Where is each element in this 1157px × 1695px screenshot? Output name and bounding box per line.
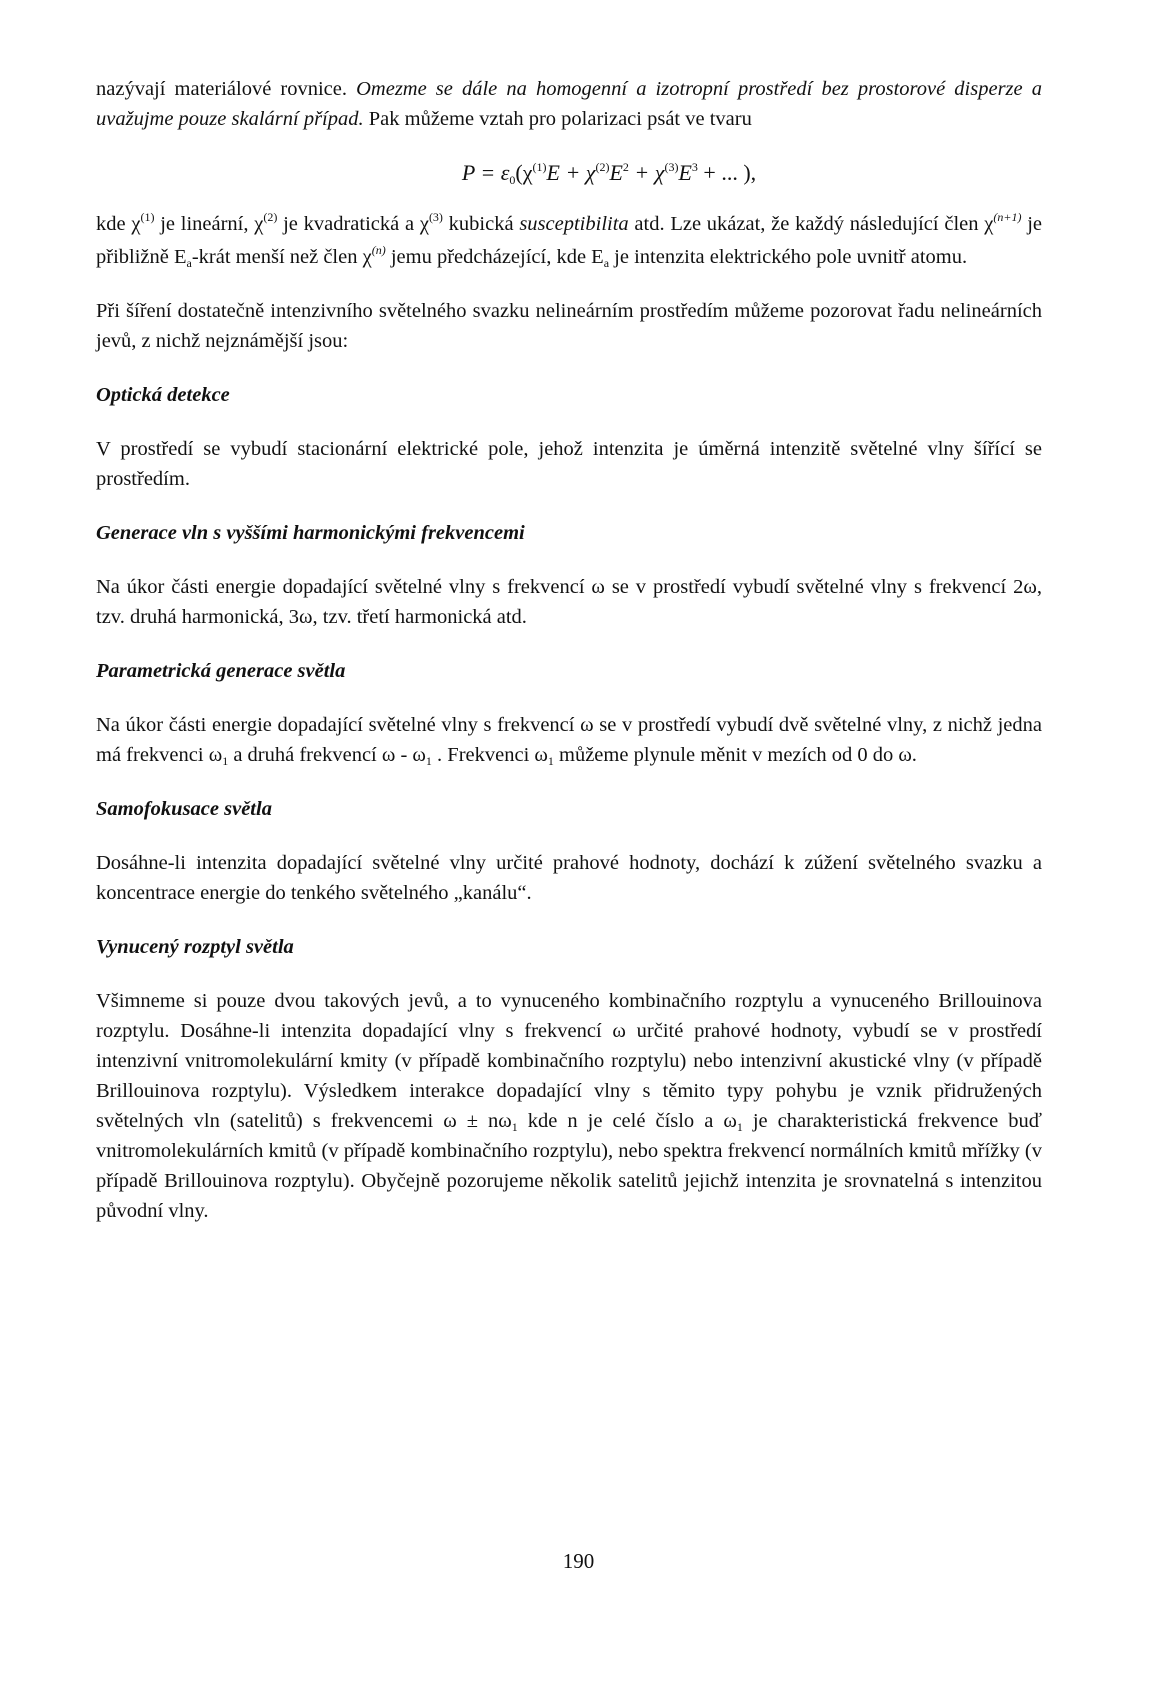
final-paragraph: Všimneme si pouze dvou takových jevů, a to vynuceného kombinačního rozptylu a vynuceného Brillouinova rozptylu. Dosáhne-li intenzita dopadající vlny s frekvencí ω určité prahové hodnoty, vybudí se v prostředí intenzivní vnitromolekulární kmity (v případě kombinačního rozptylu) nebo intenzivní akustické vlny (v případě Brillouinova rozptylu). Výsledkem interakce dopadající vlny s těmito typy pohybu je vznik přidružených světelných vln (satelitů) s frekvencemi $\omega \pm n\omega_1$ kde n je celé číslo a $\omega_1$ je charakteristická frekvence buď vnitromolekulárních kmitů (v případě kombinačního rozptylu), nebo spektra frekvencí normálních kmitů mřížky (v případě Brillouinova rozptylu). Obyčejně pozorujeme několik satelitů jejichž intenzita je srovnatelná s intenzitou původní vlny. [96, 990, 1042, 1222]
section-heading-optical-detection: Optická detekce [96, 384, 230, 406]
section-heading-stimulated-scattering: Vynucený rozptyl světla [96, 936, 294, 958]
section-text-harmonic-generation: Na úkor části energie dopadající světelné vlny s frekvencí ω se v prostředí vybudí světelné vlny s frekvencí 2ω, tzv. druhá harmonická, 3ω, tzv. třetí harmonická atd. [96, 576, 1042, 628]
intro-text-1: nazývají materiálové rovnice. [96, 78, 357, 100]
intro-italic-text: Omezme se dále na homogenní a izotropní prostředí bez prostorové disperze a uvažujme pouze skalární případ. [96, 78, 1042, 130]
section-heading-harmonic-generation: Generace vln s vyššími harmonickými frekvencemi [96, 522, 525, 544]
section-text-self-focusing: Dosáhne-li intenzita dopadající světelné vlny určité prahové hodnoty, dochází k zúžení světelného svazku a koncentrace energie do tenkého světelného „kanálu“. [96, 852, 1042, 904]
section-text-parametric-generation: Na úkor části energie dopadající světelné vlny s frekvencí ω se v prostředí vybudí dvě světelné vlny, z nichž jedna má frekvenci $\omega_1$ a druhá frekvencí ω - $\omega_1$ . Frekvenci $\omega_1$ můžeme plynule měnit v mezích od 0 do ω. [96, 714, 1042, 768]
intro-paragraph [96, 74, 1042, 134]
section-heading-parametric-generation: Parametrická generace světla [96, 660, 346, 682]
phenomena-intro: Při šíření dostatečně intenzivního světelného svazku nelineárním prostředím můžeme pozorovat řadu nelineárních jevů, z nichž nejznámější jsou: [96, 300, 1042, 352]
section-text-optical-detection: V prostředí se vybudí stacionární elektrické pole, jehož intenzita je úměrná intenzitě světelné vlny šířící se prostředím. [96, 438, 1042, 490]
intro-text-2: Pak můžeme vztah pro polarizaci psát ve tvaru [363, 108, 752, 130]
polarization-equation: $P = \varepsilon_0(\chi^{(1)}E + \chi^{(2)}E^2 + \chi^{(3)}E^3$ + ... ), [461, 160, 757, 187]
page-number: 190 [562, 1549, 595, 1573]
page-content [96, 74, 1042, 1226]
susceptibility-paragraph: kde $\chi^{(1)}$ je lineární, $\chi^{(2)}$ je kvadratická a $\chi^{(3)}$ kubická susceptibilita atd. Lze ukázat, že každý následující člen $\chi^{(n+1)}$ je přibližně $E_a$-krát menší než člen $\chi^{(n)}$ jemu předcházející, kde $E_a$ je intenzita elektrického pole uvnitř atomu. [96, 210, 1042, 270]
section-heading-self-focusing: Samofokusace světla [96, 798, 272, 820]
